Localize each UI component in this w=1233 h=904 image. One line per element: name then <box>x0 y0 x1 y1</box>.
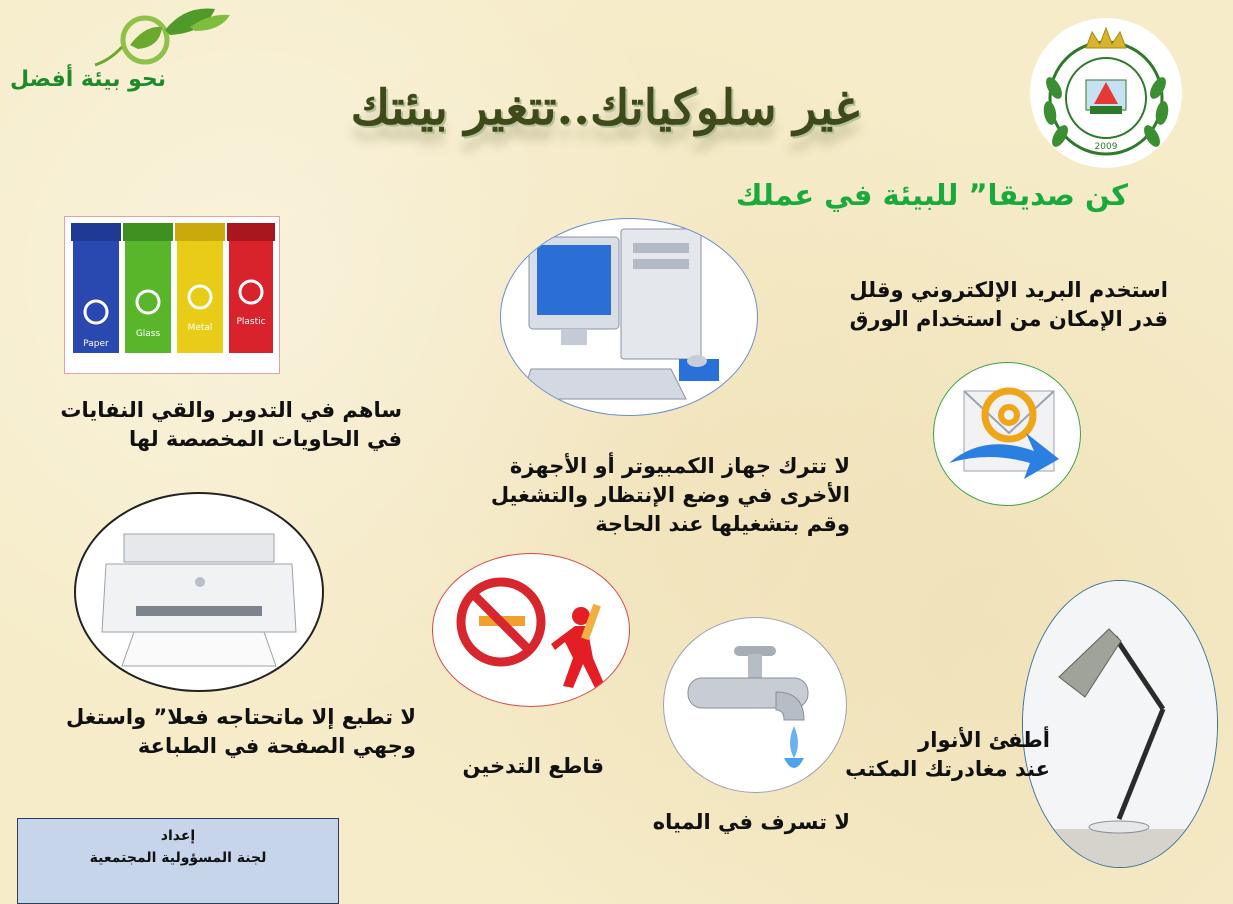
tip-computer-line2: الأخرى في وضع الإنتظار والتشغيل <box>490 483 850 507</box>
faucet-image <box>663 617 847 793</box>
brand-text: نحو بيئة أفضل <box>10 67 167 92</box>
credit-label: إعداد <box>160 828 196 844</box>
tip-email-line2: قدر الإمكان من استخدام الورق <box>849 307 1168 331</box>
bin-label-metal: Metal <box>187 323 213 333</box>
tip-recycle-line1: ساهم في التدوير والقي النفايات <box>60 398 402 422</box>
recycling-bins-image <box>64 216 280 374</box>
tip-email <box>780 276 1168 334</box>
tip-print-line1: لا تطبع إلا ماتحتاجه فعلا” واستغل <box>66 705 416 729</box>
computer-icon <box>501 219 757 415</box>
lamp-icon <box>1023 581 1217 867</box>
no-smoking-icon <box>433 554 629 706</box>
tip-recycle-line2: في الحاويات المخصصة لها <box>128 427 402 451</box>
page-title: غير سلوكياتك..تتغير بيئتك <box>350 80 860 136</box>
tip-computer-line1: لا تترك جهاز الكمبيوتر أو الأجهزة <box>509 454 850 478</box>
credit-committee: لجنة المسؤولية المجتمعية <box>89 850 267 866</box>
lamp-image <box>1022 580 1218 868</box>
printer-icon <box>76 494 322 690</box>
tip-lights-line2: عند مغادرتك المكتب <box>845 757 1050 781</box>
tip-computer <box>420 452 850 539</box>
tip-recycle <box>10 396 402 454</box>
computer-image <box>500 218 758 416</box>
email-icon <box>934 363 1080 505</box>
tip-print <box>10 703 416 761</box>
tip-email-line1: استخدم البريد الإلكتروني وقلل <box>849 278 1168 302</box>
faucet-icon <box>664 618 846 792</box>
bin-label-glass: Glass <box>135 329 161 339</box>
bin-label-plastic: Plastic <box>236 317 266 327</box>
tip-print-line2: وجهي الصفحة في الطباعة <box>137 734 416 758</box>
institution-seal <box>1030 18 1182 168</box>
tip-smoking: قاطع التدخين <box>462 754 604 778</box>
recycle-icon <box>65 217 279 373</box>
printer-image <box>74 492 324 692</box>
tip-lights-line1: أطفئ الأنوار <box>918 728 1050 752</box>
tip-lights <box>845 726 1050 784</box>
no-smoking-image <box>432 553 630 707</box>
tip-computer-line3: وقم بتشغيلها عند الحاجة <box>595 512 850 536</box>
leaf-icon <box>10 5 270 70</box>
email-image <box>933 362 1081 506</box>
bin-label-paper: Paper <box>83 339 109 349</box>
page-subtitle: كن صديقا” للبيئة في عملك <box>735 178 1128 212</box>
credit-box <box>17 818 339 904</box>
brand-logo <box>10 5 270 95</box>
tip-water: لا تسرف في المياه <box>652 810 850 834</box>
seal-year: 2009 <box>1094 142 1118 152</box>
